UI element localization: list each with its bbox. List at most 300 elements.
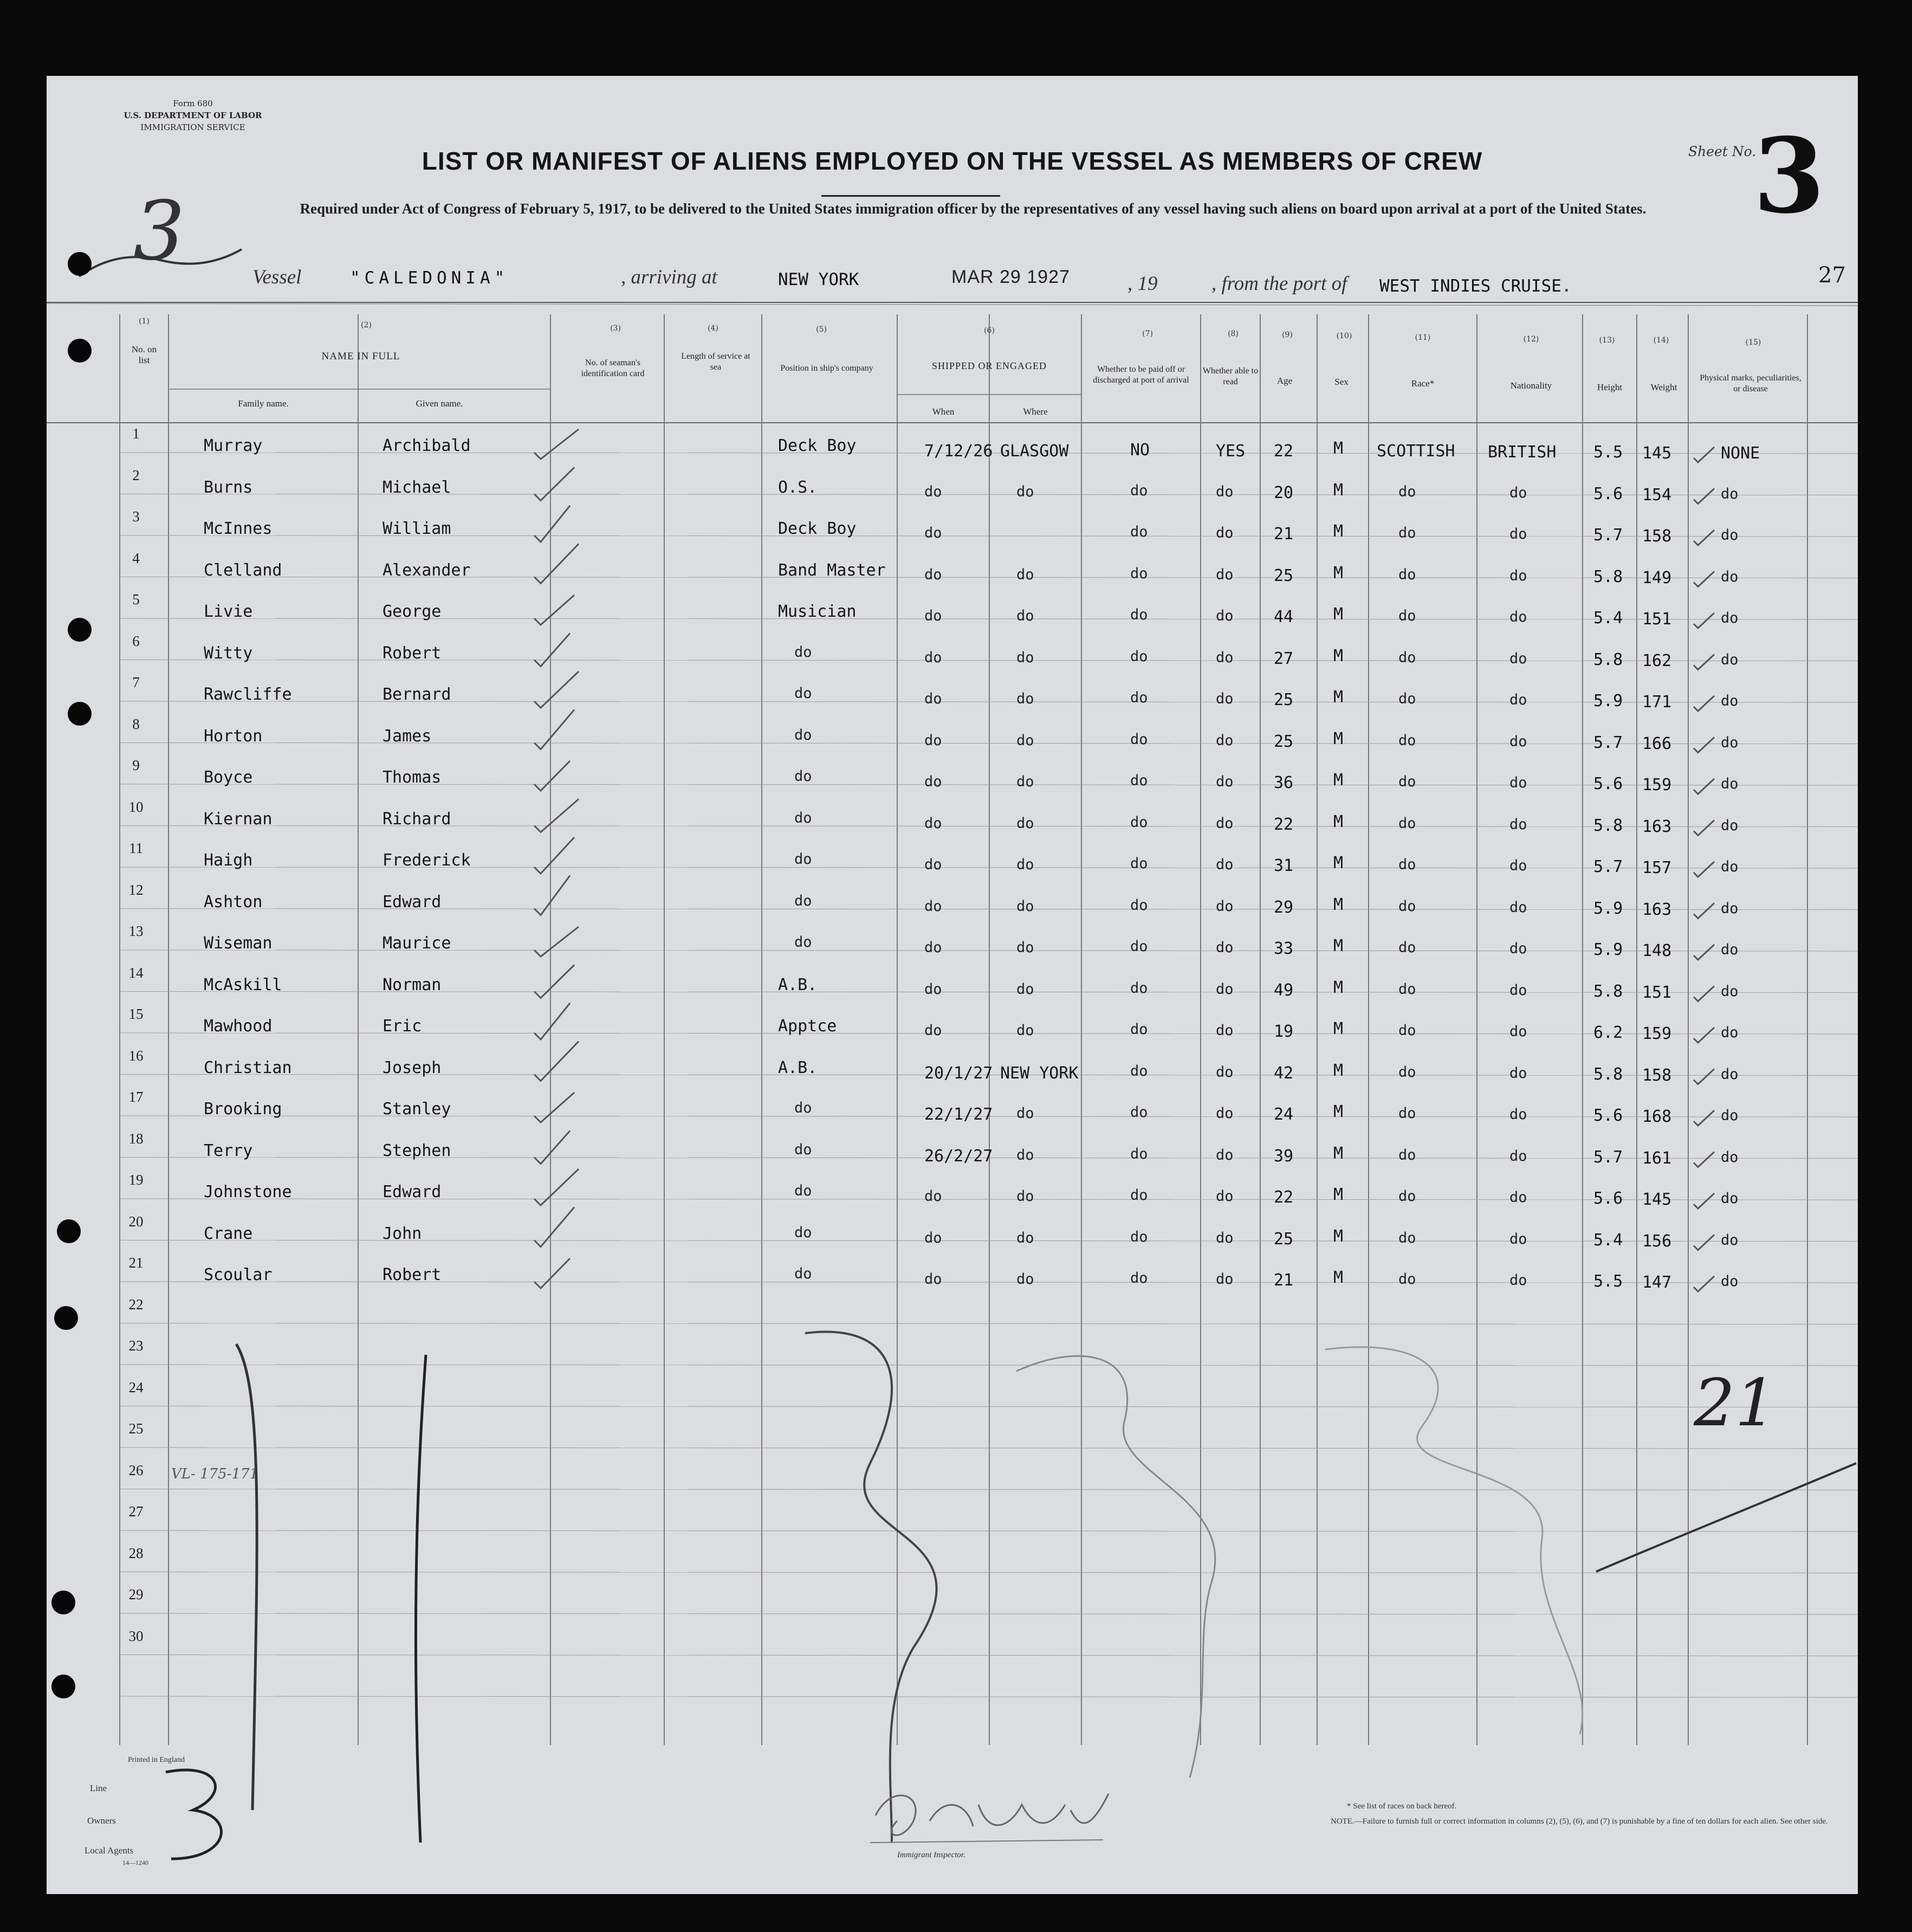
weight: 171	[1642, 693, 1672, 712]
check-mark	[534, 761, 570, 791]
shipped-when: do	[924, 897, 942, 915]
nationality: do	[1509, 899, 1527, 916]
race: do	[1398, 525, 1416, 541]
able-to-read: do	[1216, 773, 1234, 790]
able-to-read: do	[1216, 732, 1234, 749]
height: 5.8	[1593, 567, 1623, 586]
race: do	[1398, 608, 1416, 624]
shipped-where: do	[1016, 649, 1034, 666]
header-able-read: Whether able to read	[1202, 366, 1259, 386]
able-to-read: do	[1216, 1229, 1234, 1246]
row-number: 8	[132, 715, 140, 732]
nationality: do	[1509, 940, 1527, 957]
nationality: do	[1509, 1189, 1527, 1206]
header-given-name: Given name.	[416, 398, 463, 409]
given-name: Stanley	[383, 1100, 451, 1119]
nationality: do	[1509, 650, 1527, 667]
nationality: do	[1509, 1064, 1527, 1082]
document-subtitle: Required under Act of Congress of February 5, 1917, to be delivered to the United States immigration officer by the representatives of any vessel having such aliens on board upon arrival at a port of the United States.	[300, 201, 1647, 217]
family-name: Witty	[204, 643, 253, 663]
age: 42	[1274, 1063, 1294, 1083]
shipped-when: 26/2/27	[924, 1146, 993, 1166]
position: do	[794, 892, 812, 909]
family-name: Burns	[204, 477, 253, 497]
row-number: 21	[128, 1255, 144, 1271]
check-mark	[534, 671, 579, 708]
pencil-marks	[47, 76, 1858, 1894]
check-mark	[534, 1093, 574, 1122]
check-mark	[1694, 1152, 1714, 1167]
race: do	[1398, 483, 1416, 500]
paid-off: do	[1130, 1270, 1148, 1287]
shipped-when: 7/12/26	[924, 442, 993, 461]
weight: 151	[1642, 983, 1672, 1002]
corner-number: 27	[1818, 263, 1846, 288]
shipped-when: do	[924, 1229, 942, 1246]
department-name: U.S. DEPARTMENT OF LABOR	[124, 111, 262, 120]
height: 5.8	[1593, 1064, 1623, 1084]
age: 25	[1274, 566, 1294, 585]
physical-marks: do	[1721, 1148, 1739, 1166]
position: do	[794, 726, 812, 744]
race: do	[1398, 1022, 1416, 1039]
age: 22	[1274, 815, 1294, 834]
shipped-when: 20/1/27	[924, 1063, 993, 1083]
check-mark	[1694, 1069, 1714, 1084]
race: do	[1398, 773, 1416, 790]
race: do	[1398, 939, 1416, 956]
row-number: 7	[132, 674, 140, 690]
physical-marks: do	[1721, 527, 1739, 544]
nationality: do	[1509, 1023, 1527, 1040]
given-name: Edward	[383, 892, 442, 912]
shipped-when: do	[924, 1271, 942, 1288]
shipped-when: do	[924, 980, 942, 998]
race: do	[1398, 815, 1416, 832]
sex: M	[1333, 895, 1344, 914]
col-number: (2)	[361, 321, 372, 329]
position: do	[794, 934, 812, 951]
sheet-number: 3	[1753, 115, 1825, 236]
height: 5.6	[1593, 1189, 1623, 1208]
handwritten-mark: 3	[133, 184, 185, 279]
row-number: 19	[128, 1172, 144, 1188]
weight: 151	[1642, 610, 1672, 629]
check-mark	[534, 1131, 570, 1164]
able-to-read: do	[1216, 566, 1234, 583]
age: 25	[1274, 690, 1294, 709]
service-name: IMMIGRATION SERVICE	[140, 122, 245, 132]
height: 5.9	[1593, 899, 1623, 918]
header-length-service: Length of service at sea	[681, 352, 750, 372]
row-number: 25	[128, 1420, 144, 1437]
shipped-when: do	[924, 525, 942, 541]
given-name: Joseph	[383, 1058, 442, 1077]
given-name: Stephen	[383, 1141, 451, 1160]
physical-marks: do	[1721, 485, 1739, 502]
family-name: Clelland	[204, 560, 282, 580]
paid-off: do	[1130, 938, 1148, 955]
row-number: 15	[128, 1006, 144, 1022]
race: do	[1398, 1229, 1416, 1246]
shipped-where: do	[1016, 980, 1034, 998]
physical-marks: do	[1721, 776, 1739, 792]
family-name: Rawcliffe	[204, 685, 292, 704]
physical-marks: do	[1721, 610, 1739, 626]
shipped-where: do	[1016, 1146, 1034, 1164]
weight: 168	[1642, 1107, 1672, 1126]
shipped-where: do	[1016, 1271, 1034, 1288]
given-name: Bernard	[383, 685, 451, 704]
sex: M	[1333, 646, 1344, 665]
paid-off: do	[1130, 1104, 1148, 1121]
check-mark	[1694, 862, 1714, 877]
position: do	[794, 685, 812, 702]
position: A.B.	[778, 975, 818, 994]
header-family-name: Family name.	[238, 398, 289, 409]
shipped-where: do	[1016, 1188, 1034, 1205]
check-mark	[534, 1169, 579, 1205]
weight: 162	[1642, 651, 1672, 670]
age: 36	[1274, 773, 1294, 792]
able-to-read: do	[1216, 525, 1234, 541]
nationality: do	[1509, 857, 1527, 874]
weight: 157	[1642, 858, 1672, 877]
sex: M	[1333, 688, 1344, 707]
check-mark	[534, 429, 579, 459]
footer-line-label: Line	[90, 1783, 107, 1793]
height: 6.2	[1593, 1023, 1623, 1042]
height: 5.8	[1593, 650, 1623, 669]
given-name: Michael	[383, 477, 451, 497]
given-name: George	[383, 602, 442, 621]
height: 5.8	[1593, 981, 1623, 1001]
row-number: 12	[128, 881, 144, 898]
position: Musician	[778, 602, 857, 621]
race: do	[1398, 1063, 1416, 1081]
check-mark	[1694, 1028, 1714, 1043]
check-mark	[1694, 1193, 1714, 1209]
weight: 145	[1642, 444, 1672, 463]
nationality: do	[1509, 1147, 1527, 1165]
shipped-where: do	[1016, 856, 1034, 873]
check-mark	[1694, 655, 1714, 670]
row-number: 9	[132, 757, 140, 773]
vessel-name: "CALEDONIA"	[350, 268, 509, 288]
weight: 149	[1642, 568, 1672, 587]
paid-off: do	[1130, 482, 1148, 499]
sex: M	[1333, 729, 1344, 748]
weight: 161	[1642, 1148, 1672, 1168]
form-number: Form 680	[173, 99, 213, 108]
row-number: 4	[132, 550, 140, 566]
check-mark	[534, 799, 579, 832]
check-mark	[1694, 1276, 1714, 1291]
family-name: Terry	[204, 1141, 253, 1160]
height: 5.6	[1593, 774, 1623, 793]
shipped-when: do	[924, 690, 942, 707]
family-name: Johnstone	[204, 1183, 292, 1201]
family-name: Haigh	[204, 851, 253, 870]
header-nationality: Nationality	[1510, 380, 1552, 391]
age: 33	[1274, 939, 1294, 958]
shipped-where: do	[1016, 1105, 1034, 1122]
given-name: Norman	[383, 975, 442, 994]
position: Deck Boy	[778, 519, 857, 538]
header-physical: Physical marks, peculiarities, or disease	[1700, 373, 1801, 393]
row-number: 3	[132, 508, 140, 525]
row-number: 17	[128, 1089, 144, 1105]
weight: 158	[1642, 527, 1672, 546]
shipped-where: do	[1016, 732, 1034, 749]
height: 5.4	[1593, 1230, 1623, 1250]
shipped-when: 22/1/27	[924, 1105, 993, 1124]
footer-handwritten-3	[155, 1761, 242, 1870]
weight: 156	[1642, 1231, 1672, 1251]
weight: 163	[1642, 817, 1672, 836]
row-number: 27	[128, 1503, 144, 1520]
sheet-label: Sheet No.	[1688, 144, 1757, 159]
race: do	[1398, 649, 1416, 666]
header-position: Position in ship's company	[780, 364, 873, 373]
given-name: William	[383, 519, 451, 538]
physical-marks: do	[1721, 1065, 1739, 1083]
nationality: do	[1509, 774, 1527, 791]
col-number: (8)	[1228, 329, 1239, 338]
weight: 154	[1642, 485, 1672, 505]
shipped-when: do	[924, 773, 942, 790]
paid-off: do	[1130, 731, 1148, 748]
shipped-when: do	[924, 856, 942, 873]
position: do	[794, 643, 812, 661]
nationality: do	[1509, 1106, 1527, 1123]
age: 27	[1274, 649, 1294, 668]
vessel-label: Vessel	[252, 266, 302, 288]
family-name: Scoular	[204, 1265, 273, 1284]
header-where: Where	[1023, 406, 1048, 417]
height: 5.7	[1593, 526, 1623, 545]
able-to-read: do	[1216, 483, 1234, 500]
age: 22	[1274, 442, 1294, 461]
check-mark	[534, 1258, 570, 1288]
age: 19	[1274, 1022, 1294, 1041]
paid-off: do	[1130, 979, 1148, 997]
printed-note: Printed in England	[128, 1756, 185, 1764]
position: do	[794, 768, 812, 785]
given-name: Archibald	[383, 436, 471, 455]
nationality: do	[1509, 484, 1527, 501]
age: 44	[1274, 608, 1294, 626]
header-race: Race*	[1411, 378, 1435, 389]
row-number: 26	[128, 1462, 144, 1478]
age: 39	[1274, 1146, 1294, 1166]
shipped-where: do	[1016, 939, 1034, 956]
family-name: Crane	[204, 1224, 253, 1243]
shipped-when: do	[924, 1022, 942, 1039]
col-number: (7)	[1142, 329, 1153, 338]
row-number: 24	[128, 1379, 144, 1395]
paid-off: do	[1130, 1021, 1148, 1038]
race: do	[1398, 1188, 1416, 1205]
header-no-on-list: No. on list	[131, 344, 157, 365]
paid-off: do	[1130, 855, 1148, 872]
paid-off: do	[1130, 648, 1148, 665]
binder-hole	[57, 1219, 81, 1243]
physical-marks: do	[1721, 941, 1739, 958]
arriving-label: , arriving at	[621, 266, 717, 288]
shipped-where: do	[1016, 773, 1034, 790]
shipped-when: do	[924, 732, 942, 749]
weight: 147	[1642, 1273, 1672, 1292]
sex: M	[1333, 480, 1344, 500]
physical-marks: do	[1721, 858, 1739, 875]
family-name: Murray	[204, 436, 263, 455]
given-name: Robert	[383, 643, 442, 663]
shipped-where: do	[1016, 690, 1034, 707]
shipped-where: do	[1016, 1022, 1034, 1039]
header-sex: Sex	[1334, 377, 1349, 387]
shipped-where: do	[1016, 815, 1034, 832]
height: 5.7	[1593, 857, 1623, 876]
race: do	[1398, 980, 1416, 998]
check-mark	[1694, 572, 1714, 587]
header-weight: Weight	[1650, 382, 1677, 392]
col-number: (5)	[816, 325, 827, 334]
position: O.S.	[778, 477, 818, 497]
paid-off: do	[1130, 1062, 1148, 1080]
row-number: 10	[128, 798, 144, 815]
check-mark	[1694, 738, 1714, 753]
binder-hole	[68, 252, 92, 276]
race: do	[1398, 732, 1416, 749]
race: do	[1398, 566, 1416, 583]
physical-marks: do	[1721, 817, 1739, 834]
race: do	[1398, 856, 1416, 873]
paid-off: do	[1130, 1187, 1148, 1204]
paid-off: do	[1130, 896, 1148, 914]
position: do	[794, 1100, 812, 1116]
family-name: Mawhood	[204, 1017, 273, 1036]
binder-hole	[68, 702, 92, 726]
inspector-signature	[859, 1772, 1119, 1853]
check-mark	[1694, 903, 1714, 919]
race: do	[1398, 1271, 1416, 1288]
check-mark	[534, 595, 574, 625]
family-name: Brooking	[204, 1100, 282, 1119]
age: 49	[1274, 980, 1294, 1000]
row-number: 2	[132, 467, 140, 483]
height: 5.7	[1593, 1147, 1623, 1167]
shipped-when: do	[924, 608, 942, 624]
age: 21	[1274, 525, 1294, 544]
physical-marks: do	[1721, 1231, 1739, 1249]
check-mark	[534, 1003, 570, 1039]
sex: M	[1333, 1102, 1344, 1121]
able-to-read: do	[1216, 1063, 1234, 1081]
physical-marks: do	[1721, 1024, 1739, 1041]
check-mark	[1694, 447, 1714, 462]
physical-marks: do	[1721, 693, 1739, 709]
able-to-read: YES	[1216, 442, 1246, 461]
weight: 166	[1642, 734, 1672, 753]
race: SCOTTISH	[1377, 442, 1455, 461]
check-mark	[1694, 945, 1714, 960]
sex: M	[1333, 812, 1344, 831]
row-number: 23	[128, 1337, 144, 1354]
able-to-read: do	[1216, 1105, 1234, 1122]
handwritten-annotation: VL- 175-171	[171, 1466, 259, 1482]
from-port: WEST INDIES CRUISE.	[1379, 276, 1572, 296]
able-to-read: do	[1216, 897, 1234, 915]
age: 25	[1274, 732, 1294, 751]
shipped-when: do	[924, 483, 942, 500]
row-number: 18	[128, 1130, 144, 1147]
sex: M	[1333, 1143, 1344, 1163]
height: 5.6	[1593, 484, 1623, 503]
family-name: Livie	[204, 602, 253, 621]
able-to-read: do	[1216, 690, 1234, 707]
age: 20	[1274, 483, 1294, 502]
able-to-read: do	[1216, 815, 1234, 832]
shipped-where: do	[1016, 897, 1034, 915]
year-label: , 19	[1127, 273, 1158, 295]
position: A.B.	[778, 1058, 818, 1077]
nationality: do	[1509, 567, 1527, 584]
binder-hole	[68, 339, 92, 363]
col-number: (9)	[1282, 331, 1293, 339]
shipped-where: do	[1016, 566, 1034, 583]
inspector-label: Immigrant Inspector.	[897, 1851, 965, 1859]
row-number: 20	[128, 1213, 144, 1230]
footer-form-code: 14—1240	[122, 1859, 148, 1866]
sex: M	[1333, 1185, 1344, 1204]
sex: M	[1333, 522, 1344, 541]
nationality: do	[1509, 609, 1527, 625]
weight: 148	[1642, 941, 1672, 960]
height: 5.6	[1593, 1106, 1623, 1125]
paid-off: NO	[1130, 441, 1150, 460]
check-mark	[534, 468, 574, 501]
check-mark	[1694, 613, 1714, 628]
binder-hole	[54, 1306, 78, 1330]
given-name: Eric	[383, 1017, 422, 1036]
position: do	[794, 851, 812, 868]
able-to-read: do	[1216, 1022, 1234, 1039]
check-mark	[534, 965, 574, 998]
family-name: McInnes	[204, 519, 273, 538]
physical-marks: do	[1721, 900, 1739, 917]
height: 5.5	[1593, 1272, 1623, 1291]
weight: 159	[1642, 776, 1672, 794]
height: 5.7	[1593, 733, 1623, 752]
shipped-when: do	[924, 566, 942, 583]
given-name: Frederick	[383, 851, 471, 870]
height: 5.9	[1593, 940, 1623, 959]
race-note: * See list of races on back hereof.	[1347, 1802, 1457, 1811]
handwritten-total: 21	[1694, 1366, 1777, 1441]
position: do	[794, 1224, 812, 1241]
header-height: Height	[1597, 382, 1623, 392]
footer-agents-label: Local Agents	[85, 1845, 134, 1856]
physical-marks: do	[1721, 734, 1739, 751]
family-name: Horton	[204, 726, 263, 746]
nationality: do	[1509, 733, 1527, 750]
able-to-read: do	[1216, 1188, 1234, 1205]
height: 5.5	[1593, 443, 1623, 462]
age: 24	[1274, 1105, 1294, 1124]
age: 21	[1274, 1271, 1294, 1290]
shipped-where: do	[1016, 1229, 1034, 1246]
